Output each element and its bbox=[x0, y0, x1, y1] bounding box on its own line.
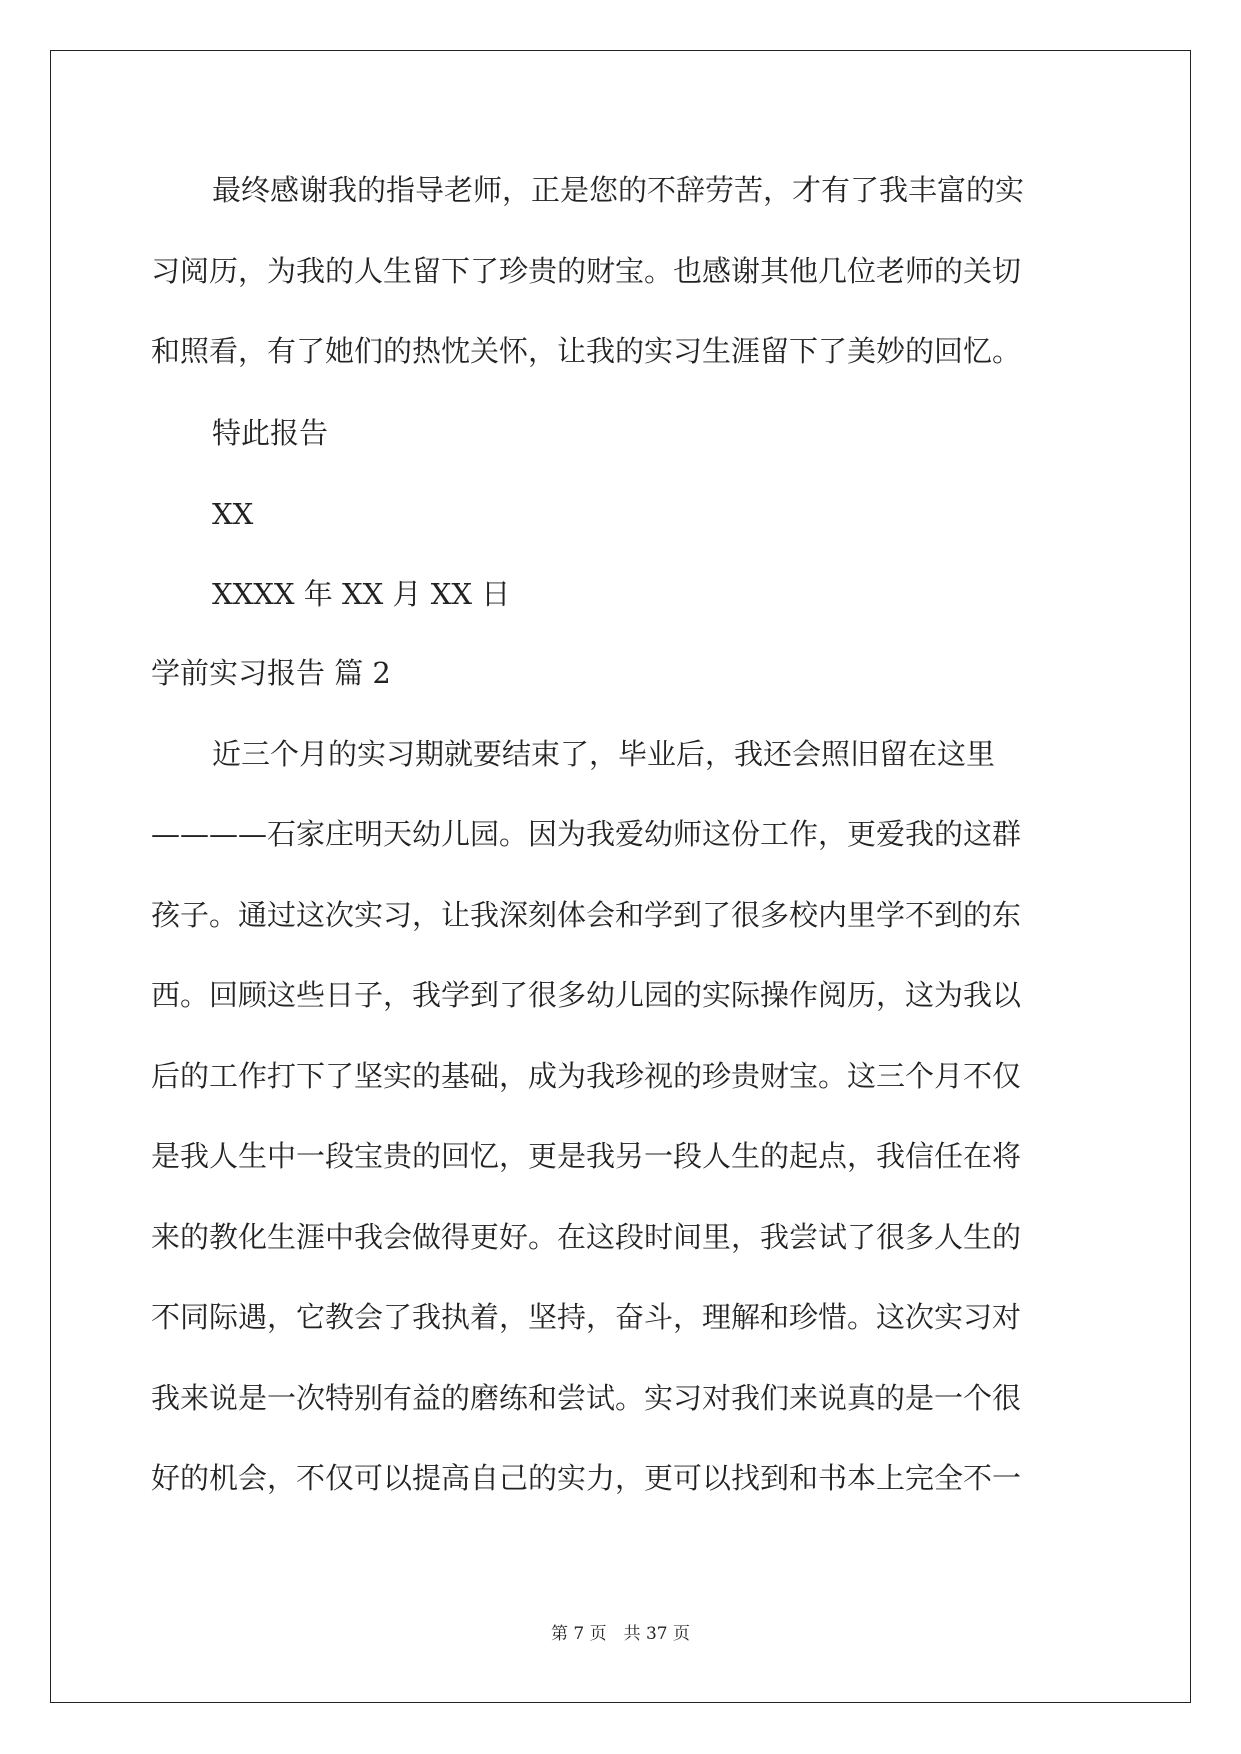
page-number-footer: 第 7 页 共 37 页 bbox=[550, 1624, 691, 1644]
page-border bbox=[50, 50, 1191, 1703]
